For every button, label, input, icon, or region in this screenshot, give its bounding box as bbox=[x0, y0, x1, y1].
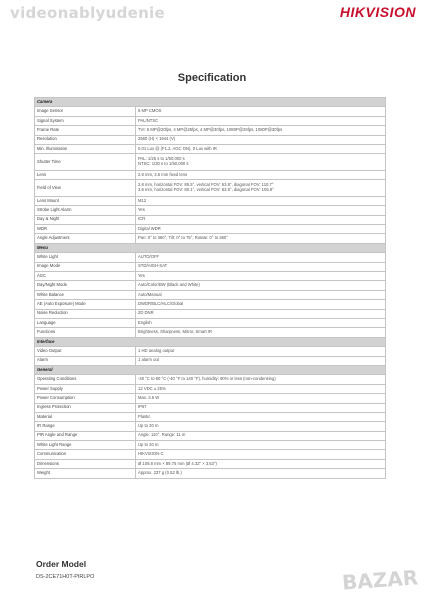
spec-label: Dimensions bbox=[35, 459, 136, 468]
spec-row bbox=[35, 206, 386, 215]
spec-label: AGC bbox=[35, 272, 136, 281]
spec-value-line: Max. 3.5 W bbox=[138, 394, 160, 400]
spec-label: Power Supply bbox=[35, 384, 136, 393]
spec-value-line: Plastic bbox=[138, 413, 151, 419]
spec-value bbox=[136, 412, 386, 421]
section-title: Interface bbox=[35, 337, 386, 346]
spec-value-line: PAL/NTSC bbox=[138, 117, 159, 123]
spec-label: White Light Range bbox=[35, 441, 136, 450]
spec-label: Day & Night bbox=[35, 215, 136, 224]
spec-row bbox=[35, 281, 386, 290]
spec-row bbox=[35, 126, 386, 135]
spec-value-line: 0.01 Lux @ (F1.2, AGC ON), 0 Lux with IR bbox=[138, 145, 217, 151]
section-header bbox=[35, 98, 386, 107]
spec-value-line: IP67 bbox=[138, 404, 147, 410]
spec-value bbox=[136, 450, 386, 459]
spec-label: White Balance bbox=[35, 290, 136, 299]
spec-value bbox=[136, 180, 386, 197]
spec-row bbox=[35, 262, 386, 271]
watermark-text: videonablyudenie bbox=[10, 4, 165, 22]
spec-row bbox=[35, 225, 386, 234]
spec-label: Lens bbox=[35, 170, 136, 179]
spec-row bbox=[35, 272, 386, 281]
spec-row bbox=[35, 234, 386, 243]
spec-value bbox=[136, 144, 386, 153]
spec-value bbox=[136, 403, 386, 412]
spec-label: Min. Illumination bbox=[35, 144, 136, 153]
spec-row bbox=[35, 328, 386, 337]
spec-label: Weight bbox=[35, 469, 136, 478]
spec-row bbox=[35, 135, 386, 144]
spec-value bbox=[136, 431, 386, 440]
spec-label: Shutter Time bbox=[35, 154, 136, 171]
spec-value bbox=[136, 422, 386, 431]
spec-row bbox=[35, 441, 386, 450]
spec-value-line: Approx. 237 g (0.52 lb.) bbox=[138, 470, 182, 476]
spec-label: AE (Auto Exposure) Mode bbox=[35, 300, 136, 309]
spec-value-line: DWDR/BLC/HLC/Global bbox=[138, 301, 184, 306]
spec-value bbox=[136, 196, 386, 205]
spec-row bbox=[35, 347, 386, 356]
spec-value-line: 1 HD analog output bbox=[138, 347, 175, 353]
spec-value-line: 12 VDC ± 25% bbox=[138, 385, 166, 391]
spec-value-line: AUTO/OFF bbox=[138, 254, 160, 260]
spec-label: Strobe Light Alarm bbox=[35, 206, 136, 215]
spec-value bbox=[136, 384, 386, 393]
spec-value-line: TVI: 5 MP@20fps, 4 MP@25fps, 4 MP@30fps, 1080P@25fps, 1080P@30fps bbox=[138, 126, 283, 132]
spec-value-line: STD/HIGH-SAT bbox=[138, 263, 168, 269]
spec-value-line: Ø 109.8 mm × 89.75 mm (Ø 4.32" × 3.53") bbox=[138, 460, 217, 466]
section-header bbox=[35, 243, 386, 252]
spec-label: Language bbox=[35, 319, 136, 328]
spec-row bbox=[35, 215, 386, 224]
spec-row bbox=[35, 375, 386, 384]
spec-label: Resolution bbox=[35, 135, 136, 144]
spec-value-line: HIKVISION-C bbox=[138, 451, 164, 457]
spec-row bbox=[35, 309, 386, 318]
spec-value-line: Yes bbox=[138, 207, 145, 213]
spec-value bbox=[136, 170, 386, 179]
page-title: Specification bbox=[177, 72, 247, 84]
section-header bbox=[35, 365, 386, 374]
spec-row bbox=[35, 144, 386, 153]
spec-row bbox=[35, 319, 386, 328]
order-model-heading: Order Model bbox=[36, 559, 87, 569]
spec-row bbox=[35, 180, 386, 197]
spec-label: Day/Night Mode bbox=[35, 281, 136, 290]
brand-logo: HIKVISION bbox=[339, 4, 416, 20]
spec-value bbox=[136, 356, 386, 365]
spec-label: PIR Angle and Range bbox=[35, 431, 136, 440]
spec-value-line: M12 bbox=[138, 197, 147, 203]
spec-value bbox=[136, 253, 386, 262]
spec-value-line: 2D DNR bbox=[138, 310, 154, 316]
spec-label: Ingress Protection bbox=[35, 403, 136, 412]
spec-label: Signal System bbox=[35, 116, 136, 125]
spec-value bbox=[136, 215, 386, 224]
spec-value-line: 2560 (H) × 1944 (V) bbox=[138, 136, 176, 142]
spec-value bbox=[136, 290, 386, 299]
spec-row bbox=[35, 116, 386, 125]
spec-row bbox=[35, 459, 386, 468]
spec-value bbox=[136, 262, 386, 271]
spec-label: Power Consumption bbox=[35, 394, 136, 403]
spec-value bbox=[136, 234, 386, 243]
spec-row bbox=[35, 431, 386, 440]
spec-value bbox=[136, 375, 386, 384]
spec-value bbox=[136, 116, 386, 125]
spec-value-line: 2.8 mm, horizontal FOV: 85.5°, vertical FOV: 63.8°, diagonal FOV: 110.7° bbox=[138, 182, 274, 188]
spec-value bbox=[136, 441, 386, 450]
spec-label: Alarm bbox=[35, 356, 136, 365]
spec-row bbox=[35, 412, 386, 421]
spec-label: Functions bbox=[35, 328, 136, 337]
spec-value bbox=[136, 319, 386, 328]
spec-value-line: Up to 20 m bbox=[138, 441, 159, 447]
spec-value-line: Up to 20 m bbox=[138, 423, 159, 429]
section-title: Menu bbox=[35, 243, 386, 252]
spec-row bbox=[35, 422, 386, 431]
spec-value bbox=[136, 328, 386, 337]
spec-label: Image Mode bbox=[35, 262, 136, 271]
spec-label: Lens Mount bbox=[35, 196, 136, 205]
spec-value-line: ICR bbox=[138, 216, 146, 222]
spec-value bbox=[136, 272, 386, 281]
spec-value bbox=[136, 459, 386, 468]
spec-value bbox=[136, 225, 386, 234]
spec-label: Operating Conditions bbox=[35, 375, 136, 384]
spec-label: White Light bbox=[35, 253, 136, 262]
section-header bbox=[35, 337, 386, 346]
spec-value-line: Angle: 110°, Range: 11 m bbox=[138, 432, 186, 438]
spec-label: Field of View bbox=[35, 180, 136, 197]
spec-value bbox=[136, 347, 386, 356]
spec-value bbox=[136, 469, 386, 478]
spec-value-line: Digital WDR bbox=[138, 225, 161, 231]
spec-value bbox=[136, 394, 386, 403]
spec-value-line: English bbox=[138, 319, 152, 325]
spec-row bbox=[35, 107, 386, 116]
spec-value-line: 5 MP CMOS bbox=[138, 108, 162, 114]
header-banner bbox=[0, 0, 424, 46]
spec-value-line: 1 alarm out bbox=[138, 357, 159, 363]
spec-label: Material bbox=[35, 412, 136, 421]
spec-label: Video Output bbox=[35, 347, 136, 356]
spec-row bbox=[35, 253, 386, 262]
spec-value-line: 2.8 mm, 3.6 mm fixed lens bbox=[138, 171, 188, 177]
spec-label: Angle Adjustment bbox=[35, 234, 136, 243]
spec-value bbox=[136, 300, 386, 309]
spec-label: Communication bbox=[35, 450, 136, 459]
spec-value-line: PAL: 1/25 s to 1/50,000 s bbox=[138, 156, 185, 162]
spec-value bbox=[136, 309, 386, 318]
spec-row bbox=[35, 300, 386, 309]
spec-label: Image Sensor bbox=[35, 107, 136, 116]
spec-value bbox=[136, 281, 386, 290]
spec-value bbox=[136, 206, 386, 215]
spec-row bbox=[35, 403, 386, 412]
spec-label: IR Range bbox=[35, 422, 136, 431]
spec-row bbox=[35, 356, 386, 365]
watermark-stamp: BAZAR bbox=[341, 565, 419, 595]
spec-row bbox=[35, 154, 386, 171]
spec-row bbox=[35, 384, 386, 393]
spec-label: Frame Rate bbox=[35, 126, 136, 135]
spec-value-line: Auto/Manual bbox=[138, 291, 162, 297]
section-title: General bbox=[35, 365, 386, 374]
order-model-number: DS-2CE71H0T-PIRLPO bbox=[36, 574, 95, 580]
spec-value-line: Yes bbox=[138, 272, 145, 278]
spec-row bbox=[35, 450, 386, 459]
spec-table bbox=[34, 97, 386, 479]
spec-row bbox=[35, 394, 386, 403]
spec-value-line: -40 °C to 60 °C (-40 °F to 140 °F), humidity: 90% or less (non-condensing) bbox=[138, 376, 276, 382]
spec-row bbox=[35, 196, 386, 205]
section-title: Camera bbox=[35, 98, 386, 107]
spec-value bbox=[136, 135, 386, 144]
spec-row bbox=[35, 170, 386, 179]
spec-label: Noise Reduction bbox=[35, 309, 136, 318]
spec-label: WDR bbox=[35, 225, 136, 234]
spec-value bbox=[136, 126, 386, 135]
spec-value bbox=[136, 154, 386, 171]
spec-value-line: NTSC: 1/30 s to 1/50,000 s bbox=[138, 161, 189, 167]
spec-value-line: Auto/Color/BW (Black and White) bbox=[138, 282, 200, 288]
spec-value bbox=[136, 107, 386, 116]
spec-row bbox=[35, 469, 386, 478]
spec-value-line: 3.6 mm, horizontal FOV: 80.1°, vertical FOV: 63.8°, diagonal FOV: 105.9° bbox=[138, 187, 274, 193]
spec-value-line: Pan: 0° to 360°, Tilt: 0° to 75°, Rotate: 0° to 360° bbox=[138, 235, 228, 241]
spec-row bbox=[35, 290, 386, 299]
spec-value-line: Brightness, Sharpness, Mirror, Smart IR bbox=[138, 329, 213, 335]
